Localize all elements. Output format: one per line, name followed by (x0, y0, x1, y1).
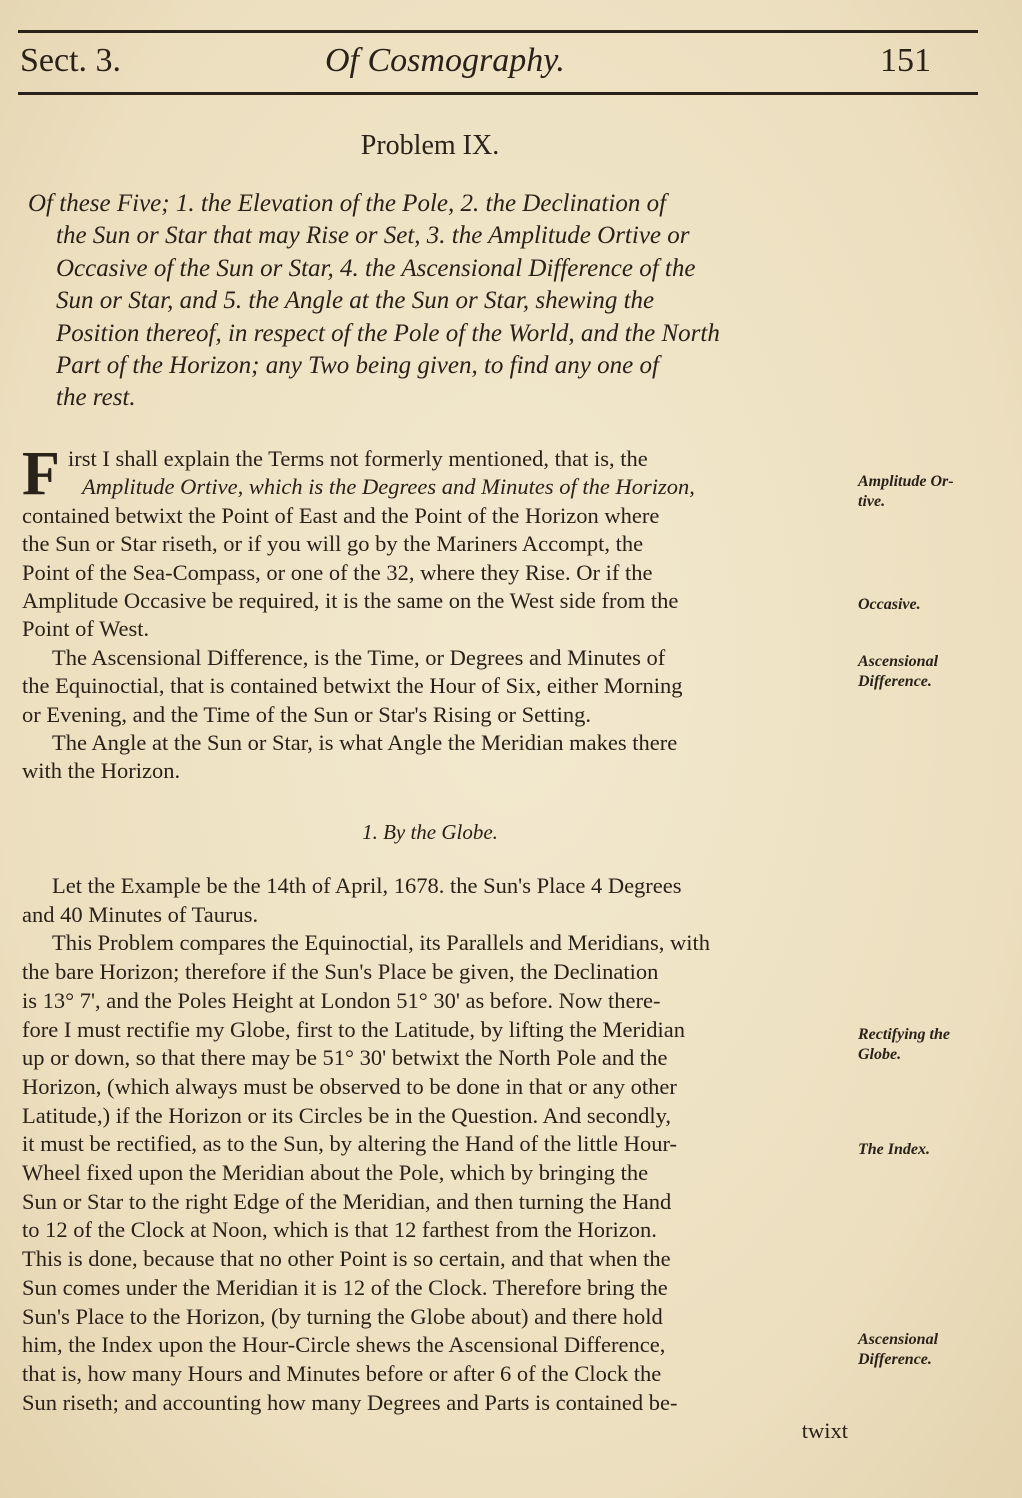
body-line: up or down, so that there may be 51° 30' betwixt the North Pole and the (22, 1045, 668, 1071)
proposition-line: Of these Five; 1. the Elevation of the Pole, 2. the Declination of (28, 190, 667, 217)
body-text (22, 440, 848, 786)
body-line: The Ascensional Difference, is the Time, or Degrees and Minutes of (52, 644, 666, 670)
body-line: or Evening, and the Time of the Sun or Star's Rising or Setting. (22, 701, 592, 727)
body-line: Latitude,) if the Horizon or its Circles be in the Question. And secondly, (22, 1102, 672, 1128)
body-line: Sun riseth; and accounting how many Degrees and Parts is contained be- (22, 1389, 678, 1415)
body-line: the Sun or Star riseth, or if you will go by the Mariners Accompt, the (22, 531, 644, 557)
problem-title: Problem IX. (360, 130, 500, 161)
margin-note-index: The Index. (858, 1141, 930, 1158)
body-line: the Equinoctial, that is contained betwixt the Hour of Six, either Morning (22, 673, 683, 699)
margin-note-occasive: Occasive. (858, 596, 921, 613)
section-label: Sect. 3. (20, 42, 122, 79)
margin-note-ascensional-difference: Ascensional Difference. (858, 653, 939, 690)
body-line: that is, how many Hours and Minutes before or after 6 of the Clock the (22, 1360, 662, 1386)
drop-cap: F (22, 440, 60, 508)
margin-note-amplitude-ortive: Amplitude Or-tive. (858, 473, 954, 510)
body-line: it must be rectified, as to the Sun, by altering the Hand of the little Hour- (22, 1131, 678, 1157)
running-title: Of Cosmography. (325, 42, 565, 79)
body-line: Point of West. (22, 616, 150, 642)
body-line: Horizon, (which always must be observed to be done in that or any other (22, 1073, 677, 1099)
page-number: 151 (880, 42, 931, 79)
body-line: This Problem compares the Equinoctial, its Parallels and Meridians, with (52, 930, 710, 956)
body-line: irst I shall explain the Terms not formerly mentioned, that is, the (68, 446, 648, 471)
body-line: Point of the Sea-Compass, or one of the 32, where they Rise. Or if the (22, 559, 653, 585)
body-line: and 40 Minutes of Taurus. (22, 901, 259, 927)
proposition (28, 188, 848, 415)
body-line: with the Horizon. (22, 758, 181, 784)
body-line: Sun comes under the Meridian it is 12 of the Clock. Therefore bring the (22, 1274, 668, 1300)
body-line: him, the Index upon the Hour-Circle shews the Ascensional Difference, (22, 1332, 666, 1358)
body-line: Sun's Place to the Horizon, (by turning the Globe about) and there hold (22, 1303, 663, 1329)
subheading: 1. By the Globe. (362, 820, 498, 844)
proposition-line: Sun or Star, and 5. the Angle at the Sun or Star, shewing the (56, 287, 655, 315)
proposition-line: Position thereof, in respect of the Pole of the World, and the North (56, 319, 720, 347)
margin-note-ascensional-difference-2: Ascensional Difference. (858, 1331, 939, 1368)
body-line: is 13° 7', and the Poles Height at London 51° 30' as before. Now there- (22, 987, 661, 1013)
header-rule-bottom (18, 92, 978, 95)
proposition-line: the rest. (56, 384, 136, 412)
body-line: twixt (801, 1418, 848, 1444)
margin-note-rectifying-globe: Rectifying the Globe. (858, 1026, 950, 1063)
body-line: The Angle at the Sun or Star, is what Angle the Meridian makes there (52, 730, 678, 756)
proposition-line: Part of the Horizon; any Two being given, to find any one of (56, 352, 659, 380)
body-line: contained betwixt the Point of East and the Point of the Horizon where (22, 502, 660, 528)
body-line: Amplitude Ortive, which is the Degrees and Minutes of the Horizon, (82, 474, 695, 500)
body-line: fore I must rectifie my Globe, first to the Latitude, by lifting the Meridian (22, 1016, 685, 1042)
proposition-line: Occasive of the Sun or Star, 4. the Ascensional Difference of the (56, 254, 696, 282)
body-text-globe (22, 872, 848, 1446)
body-line: This is done, because that no other Point is so certain, and that when the (22, 1246, 671, 1272)
body-line: Wheel fixed upon the Meridian about the Pole, which by bringing the (22, 1160, 649, 1186)
body-line: Sun or Star to the right Edge of the Meridian, and then turning the Hand (22, 1188, 672, 1214)
header-rule-top (18, 30, 978, 33)
body-line: the bare Horizon; therefore if the Sun's Place be given, the Declination (22, 959, 659, 985)
body-line: Amplitude Occasive be required, it is the same on the West side from the (22, 588, 679, 614)
body-line: Let the Example be the 14th of April, 1678. the Sun's Place 4 Degrees (52, 873, 682, 898)
proposition-line: the Sun or Star that may Rise or Set, 3. the Amplitude Ortive or (56, 222, 690, 250)
body-line: to 12 of the Clock at Noon, which is that 12 farthest from the Horizon. (22, 1217, 657, 1243)
